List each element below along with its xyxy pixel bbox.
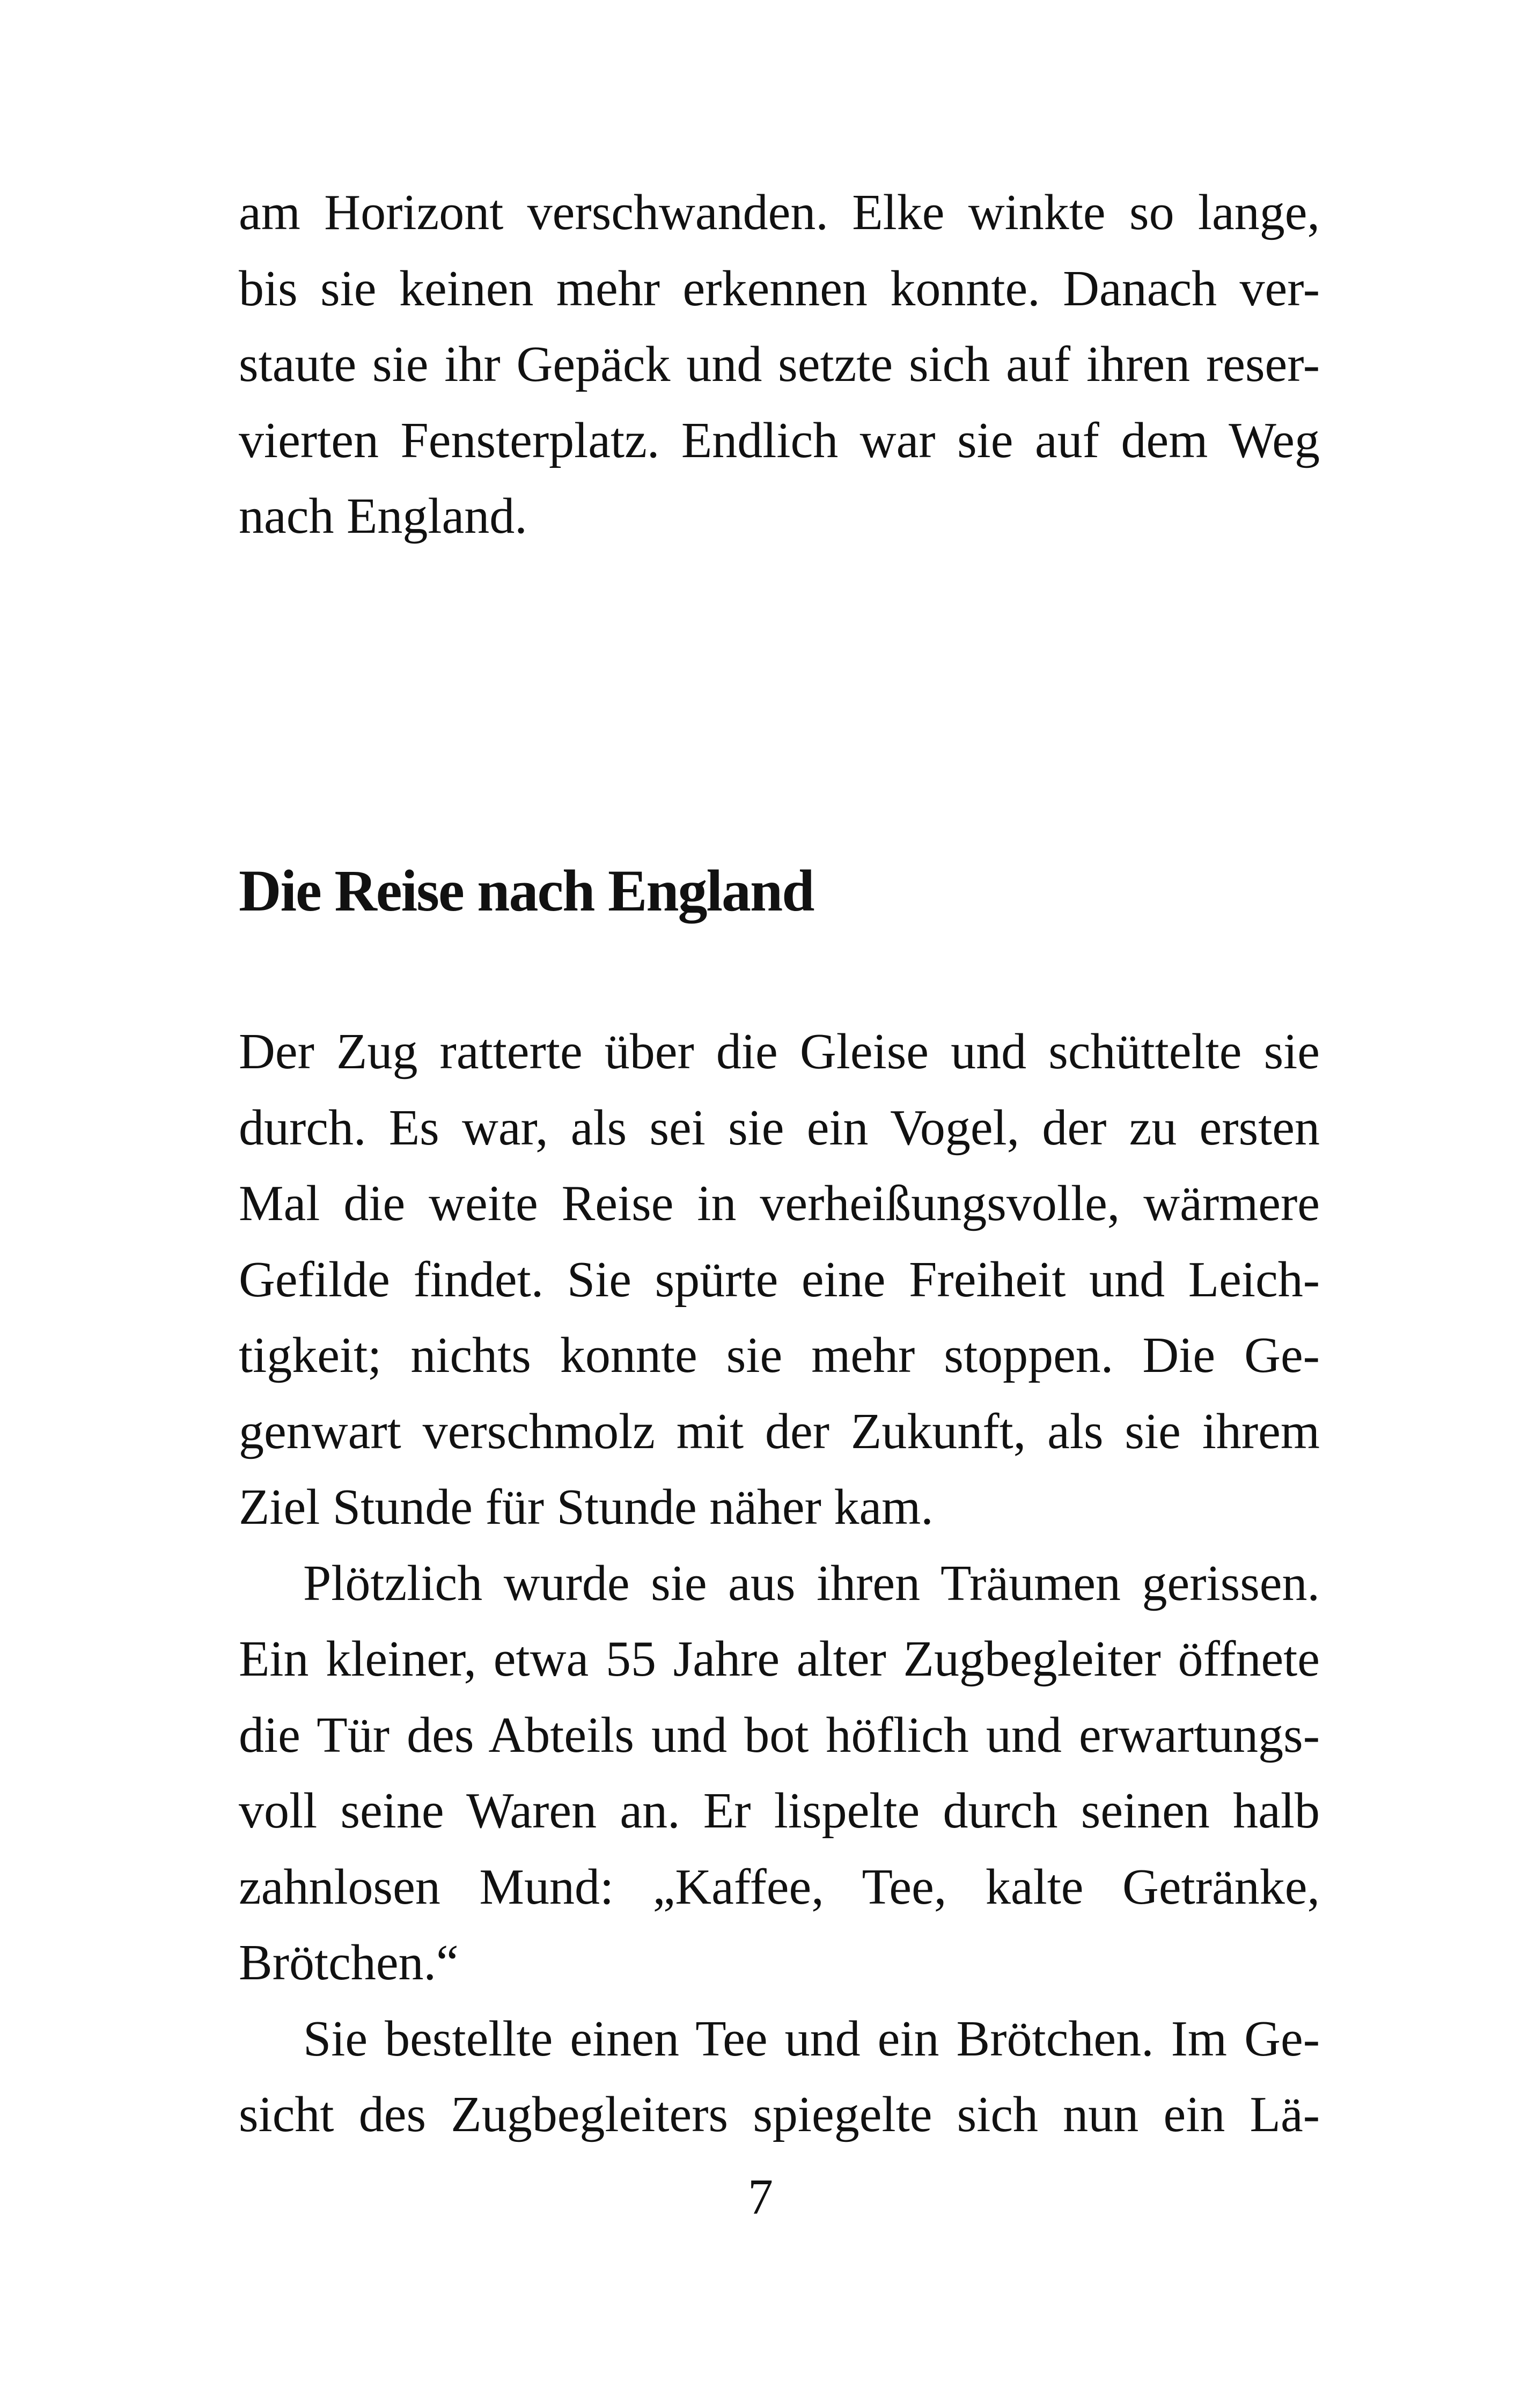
text-line: bis sie keinen mehr erkennen konnte. Danach ver- — [239, 260, 1320, 317]
page-number: 7 — [748, 2169, 773, 2225]
paragraph-3 — [239, 2001, 1320, 2153]
text-line: durch. Es war, als sei sie ein Vogel, der zu ersten — [239, 1099, 1320, 1156]
text-line: voll seine Waren an. Er lispelte durch seinen halb — [239, 1783, 1320, 1839]
text-line: Sie bestellte einen Tee und ein Brötchen. Im Ge- — [303, 2010, 1320, 2067]
text-line: vierten Fensterplatz. Endlich war sie auf dem Weg — [239, 412, 1320, 468]
text-line: Der Zug ratterte über die Gleise und schüttelte sie — [239, 1024, 1320, 1080]
text-line: am Horizont verschwanden. Elke winkte so lange, — [239, 185, 1320, 240]
chapter-heading: Die Reise nach England — [239, 858, 814, 923]
text-line: Ein kleiner, etwa 55 Jahre alter Zugbegleiter öffnete — [239, 1631, 1320, 1687]
text-line: sicht des Zugbegleiters spiegelte sich nun ein Lä- — [239, 2087, 1320, 2142]
text-line: Mal die weite Reise in verheißungsvolle, wärmere — [239, 1176, 1320, 1231]
text-line: Gefilde findet. Sie spürte eine Freiheit und Leich- — [239, 1251, 1320, 1308]
intro-paragraph — [239, 175, 1320, 555]
text-line: Brötchen.“ — [239, 1935, 459, 1991]
text-line: zahnlosen Mund: „Kaffee, Tee, kalte Getränke, — [239, 1859, 1320, 1915]
text-line: nach England. — [239, 488, 527, 544]
paragraph-1 — [239, 1014, 1320, 1546]
text-line: die Tür des Abteils und bot höflich und erwartungs- — [239, 1707, 1320, 1763]
text-line: genwart verschmolz mit der Zukunft, als sie ihrem — [239, 1403, 1320, 1459]
paragraph-2 — [239, 1546, 1320, 2001]
text-line: tigkeit; nichts konnte sie mehr stoppen. Die Ge- — [239, 1327, 1320, 1383]
text-line: Ziel Stunde für Stunde näher kam. — [239, 1479, 934, 1535]
chapter-body — [239, 1014, 1320, 2153]
text-line: staute sie ihr Gepäck und setzte sich auf ihren reser- — [239, 336, 1320, 392]
text-line: Plötzlich wurde sie aus ihren Träumen gerissen. — [303, 1555, 1320, 1611]
